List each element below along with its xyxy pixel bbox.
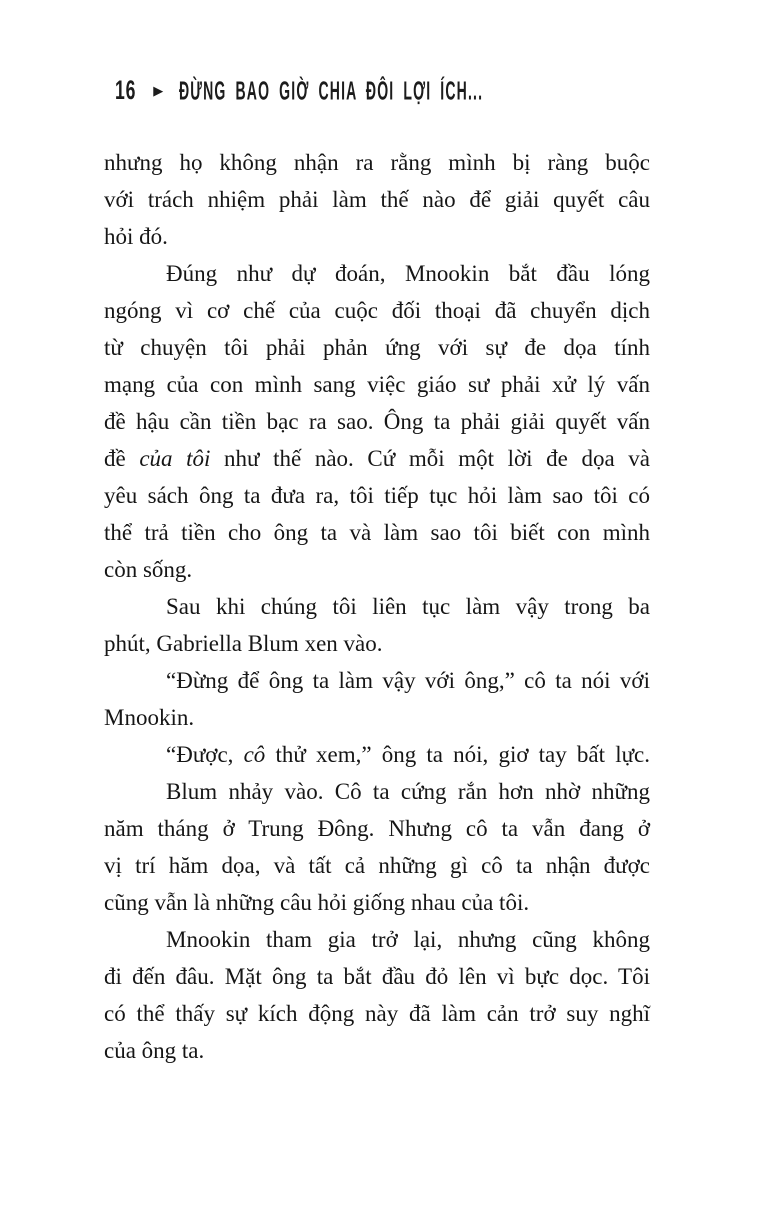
text-line (104, 292, 650, 329)
paragraph (104, 588, 650, 662)
text-run: Đúng như dự đoán, Mnookin bắt đầu lóng (166, 261, 650, 286)
text-line (104, 440, 650, 477)
text-run: hỏi đó. (104, 224, 168, 249)
text-run: đề (104, 446, 140, 471)
text-run: từ chuyện tôi phải phản ứng với sự đe dọa tính (104, 335, 650, 360)
text-line (104, 995, 650, 1032)
page-body (104, 144, 650, 1069)
text-run: “Được, (166, 742, 244, 767)
paragraph (104, 773, 650, 921)
text-line (104, 144, 650, 181)
text-line (104, 699, 650, 736)
text-run: của ông ta. (104, 1038, 205, 1063)
text-line (104, 366, 650, 403)
text-line (104, 625, 650, 662)
paragraph (104, 144, 650, 255)
text-run: ngóng vì cơ chế của cuộc đối thoại đã chuyển dịch (104, 298, 650, 323)
text-run: Sau khi chúng tôi liên tục làm vậy trong ba (166, 594, 650, 619)
italic-text-run: cô (243, 742, 266, 767)
text-run: yêu sách ông ta đưa ra, tôi tiếp tục hỏi làm sao tôi có (104, 483, 650, 508)
text-run: mạng của con mình sang việc giáo sư phải xử lý vấn (104, 372, 650, 397)
text-line (104, 662, 650, 699)
text-line (104, 736, 650, 773)
text-run: với trách nhiệm phải làm thế nào để giải quyết câu (104, 187, 650, 212)
italic-text-run: của tôi (139, 446, 211, 471)
text-run: thử xem,” ông ta nói, giơ tay bất lực. (265, 742, 651, 767)
text-line (104, 847, 650, 884)
text-line (104, 884, 650, 921)
text-run: như thế nào. Cứ mỗi một lời đe dọa và (210, 446, 650, 471)
text-run: đi đến đâu. Mặt ông ta bắt đầu đỏ lên vì bực dọc. Tôi (104, 964, 650, 989)
text-run: có thể thấy sự kích động này đã làm cản trở suy nghĩ (104, 1001, 650, 1026)
text-run: “Đừng để ông ta làm vậy với ông,” cô ta nói với (166, 668, 650, 693)
text-line (104, 329, 650, 366)
text-line (104, 218, 650, 255)
paragraph (104, 921, 650, 1069)
running-title: ĐỪNG BAO GIỜ CHIA ĐÔI LỢI ÍCH... (179, 75, 484, 105)
text-run: thể trả tiền cho ông ta và làm sao tôi biết con mình (104, 520, 650, 545)
text-run: Mnookin tham gia trở lại, nhưng cũng không (166, 927, 650, 952)
text-line (104, 810, 650, 847)
paragraph (104, 255, 650, 588)
text-line (104, 181, 650, 218)
text-line (104, 403, 650, 440)
text-line (104, 921, 650, 958)
text-run: vị trí hăm dọa, và tất cả những gì cô ta nhận được (104, 853, 650, 878)
text-line (104, 477, 650, 514)
page-number: 16 (115, 75, 137, 106)
text-line (104, 551, 650, 588)
text-line (104, 958, 650, 995)
text-line (104, 255, 650, 292)
text-run: nhưng họ không nhận ra rằng mình bị ràng buộc (104, 150, 650, 175)
page-header (115, 76, 569, 106)
text-run: cũng vẫn là những câu hỏi giống nhau của tôi. (104, 890, 530, 915)
paragraph (104, 662, 650, 736)
text-run: Blum nhảy vào. Cô ta cứng rắn hơn nhờ những (166, 779, 650, 804)
text-line (104, 1032, 650, 1069)
text-run: đề hậu cần tiền bạc ra sao. Ông ta phải giải quyết vấn (104, 409, 650, 434)
paragraph (104, 736, 650, 773)
text-run: Mnookin. (104, 705, 195, 730)
text-line (104, 588, 650, 625)
text-line (104, 773, 650, 810)
text-run: phút, Gabriella Blum xen vào. (104, 631, 383, 656)
text-run: năm tháng ở Trung Đông. Nhưng cô ta vẫn đang ở (104, 816, 650, 841)
text-run: còn sống. (104, 557, 193, 582)
triangle-bullet-icon: ▶ (153, 83, 164, 99)
text-line (104, 514, 650, 551)
